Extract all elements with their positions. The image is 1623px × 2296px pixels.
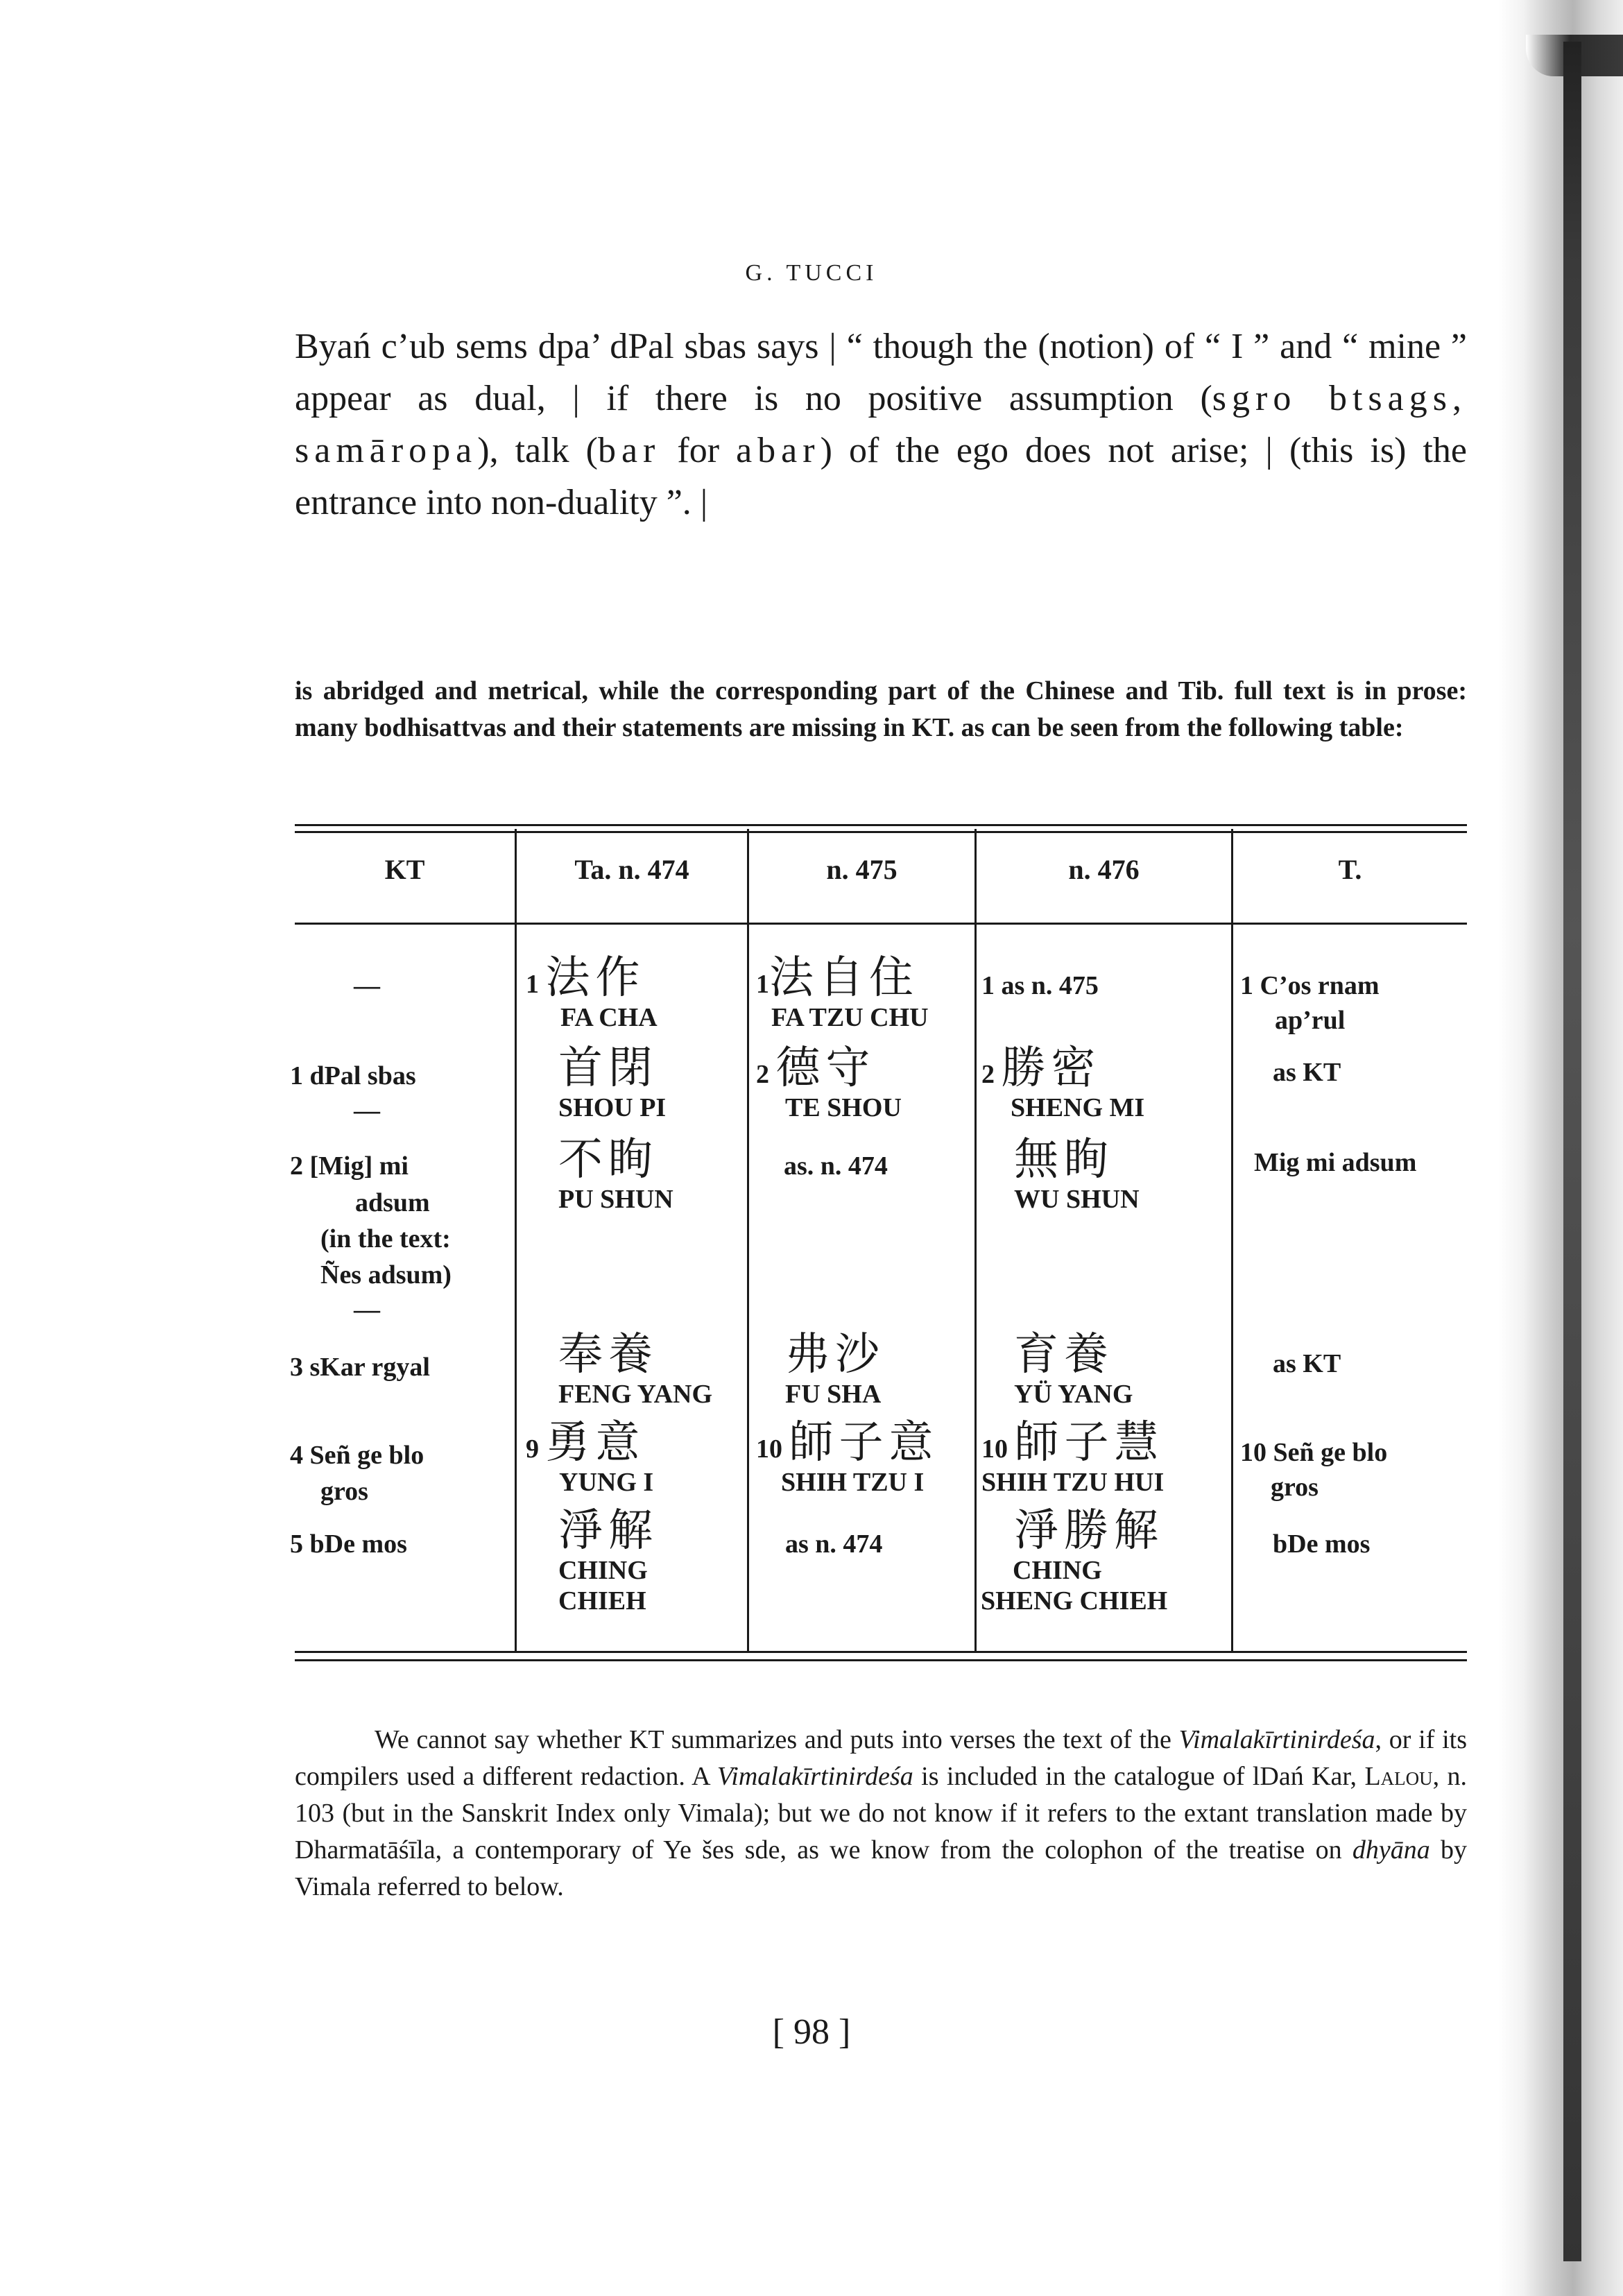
closing-italic-3: dhyāna [1352,1835,1430,1865]
table-col-divider-2 [747,829,749,1651]
body-text-4: for [660,431,737,470]
t-row-6: bDe mos [1273,1530,1371,1559]
ta474-row-1: 1 法作 FA CHA [526,952,658,1032]
t-row-5b: gros [1271,1473,1319,1502]
closing-text-3: is included in the catalogue of lDań Kar, [913,1762,1365,1791]
table-header-kt: KT [384,854,425,885]
kt-row-2b: — [354,1096,380,1125]
table-col-divider-3 [974,829,977,1651]
table-top-rule-1 [295,824,1467,826]
n476-row-1: 1 as n. 475 [981,971,1099,1000]
table-header-n475: n. 475 [826,854,898,885]
t-row-4: as KT [1273,1349,1341,1378]
body-paragraph [295,320,1467,529]
kt-row-3a: 2 [Mig] mi [290,1151,409,1181]
kt-row-1: — [354,971,380,1000]
table-header-ta474: Ta. n. 474 [574,854,689,885]
table-top-rule-2 [295,831,1467,833]
term-sgro-btsags: sgro btsags, [1212,379,1467,418]
n475-row-6: as n. 474 [785,1530,883,1559]
closing-text-2: , or if its compilers used a different redaction. A [295,1725,1467,1791]
kt-row-3d: Ñes adsum) [320,1260,452,1290]
term-abar: abar [736,431,821,470]
body-text-5: ) of the ego does not arise; | (this is) the entrance into non-duality ”. | [295,431,1468,522]
n476-row-6: 淨勝解 CHING SHENG CHIEH [981,1505,1168,1616]
closing-text-4: , n. 103 (but in the Sanskrit Index only Vimala); but we do not know if it refers to the extant translation made by Dharmatāśīla, a contemporary of Ye šes sde, as we know from the colophon of the treatise on [295,1762,1468,1865]
n476-row-4: 育養 YÜ YANG [1014,1329,1133,1409]
table-col-divider-1 [515,829,517,1651]
ta474-row-2: 首閉 SHOU PI [558,1043,667,1122]
term-bar: bar [597,431,661,470]
kt-row-3c: (in the text: [320,1224,451,1253]
n476-row-3: 無眴 WU SHUN [1014,1134,1140,1214]
closing-text-1: We cannot say whether KT summarizes and puts into verses the text of the [375,1725,1179,1754]
book-spine-bar [1563,42,1581,2261]
t-row-5a: 10 Señ ge blo [1240,1438,1388,1467]
book-spine-shadow [1498,0,1623,2296]
body-text-1: Byań c’ub sems dpa’ dPal sbas says | “ though the (notion) of “ I ” and “ mine ” appear as dual, | if there is no positive assumption ( [295,327,1467,418]
kt-row-3b: adsum [355,1188,430,1217]
t-row-1b: ap’rul [1275,1006,1346,1035]
page-number: [ 98 ] [772,2012,851,2052]
term-samaropa: samāropa [295,431,478,470]
n475-row-1: 1法自住 FA TZU CHU [756,952,929,1032]
t-row-2: as KT [1273,1058,1341,1087]
kt-row-2a: 1 dPal sbas [290,1061,416,1090]
kt-row-5b: gros [320,1477,368,1506]
kt-row-3e: — [354,1295,380,1324]
kt-row-6: 5 bDe mos [290,1530,407,1559]
table-header-n476: n. 476 [1068,854,1140,885]
closing-smallcaps: Lalou [1364,1762,1433,1791]
ta474-row-5: 9 勇意 YUNG I [526,1417,654,1497]
kt-row-5a: 4 Señ ge blo [290,1441,424,1470]
n475-row-4: 弗沙 FU SHA [785,1329,885,1409]
table-bottom-rule-1 [295,1651,1467,1653]
ta474-row-6: 淨解 CHING CHIEH [558,1505,658,1616]
table-col-divider-4 [1231,829,1233,1651]
table-header-rule [295,923,1467,925]
running-header: G. TUCCI [745,260,878,286]
t-row-3: Mig mi adsum [1254,1148,1417,1177]
closing-italic-1: Vimalakīrtinirdeśa [1178,1725,1375,1754]
table-header-t: T. [1338,854,1362,885]
kt-row-4: 3 sKar rgyal [290,1353,430,1382]
ta474-row-3: 不眴 PU SHUN [558,1134,673,1214]
intro-paragraph: is abridged and metrical, while the corresponding part of the Chinese and Tib. full text is in prose: many bodhisattvas and their statements are missing in KT. as can be seen from the following table: [295,676,1467,742]
closing-italic-2: Vimalakīrtinirdeśa [716,1762,913,1791]
closing-paragraph [295,1722,1467,1905]
n475-row-2: 2 德守 TE SHOU [756,1043,902,1122]
n476-row-5: 10 師子慧 SHIH TZU HUI [981,1417,1165,1497]
n475-row-5: 10 師子意 SHIH TZU I [756,1417,939,1497]
body-text-3: ), talk ( [477,431,598,470]
table-bottom-rule-2 [295,1659,1467,1661]
closing-text-5: by Vimala referred to below. [295,1835,1468,1901]
t-row-1a: 1 C’os rnam [1240,971,1380,1000]
n475-row-3: as. n. 474 [784,1151,888,1181]
ta474-row-4: 奉養 FENG YANG [558,1329,713,1409]
n476-row-2: 2 勝密 SHENG MI [981,1043,1145,1122]
